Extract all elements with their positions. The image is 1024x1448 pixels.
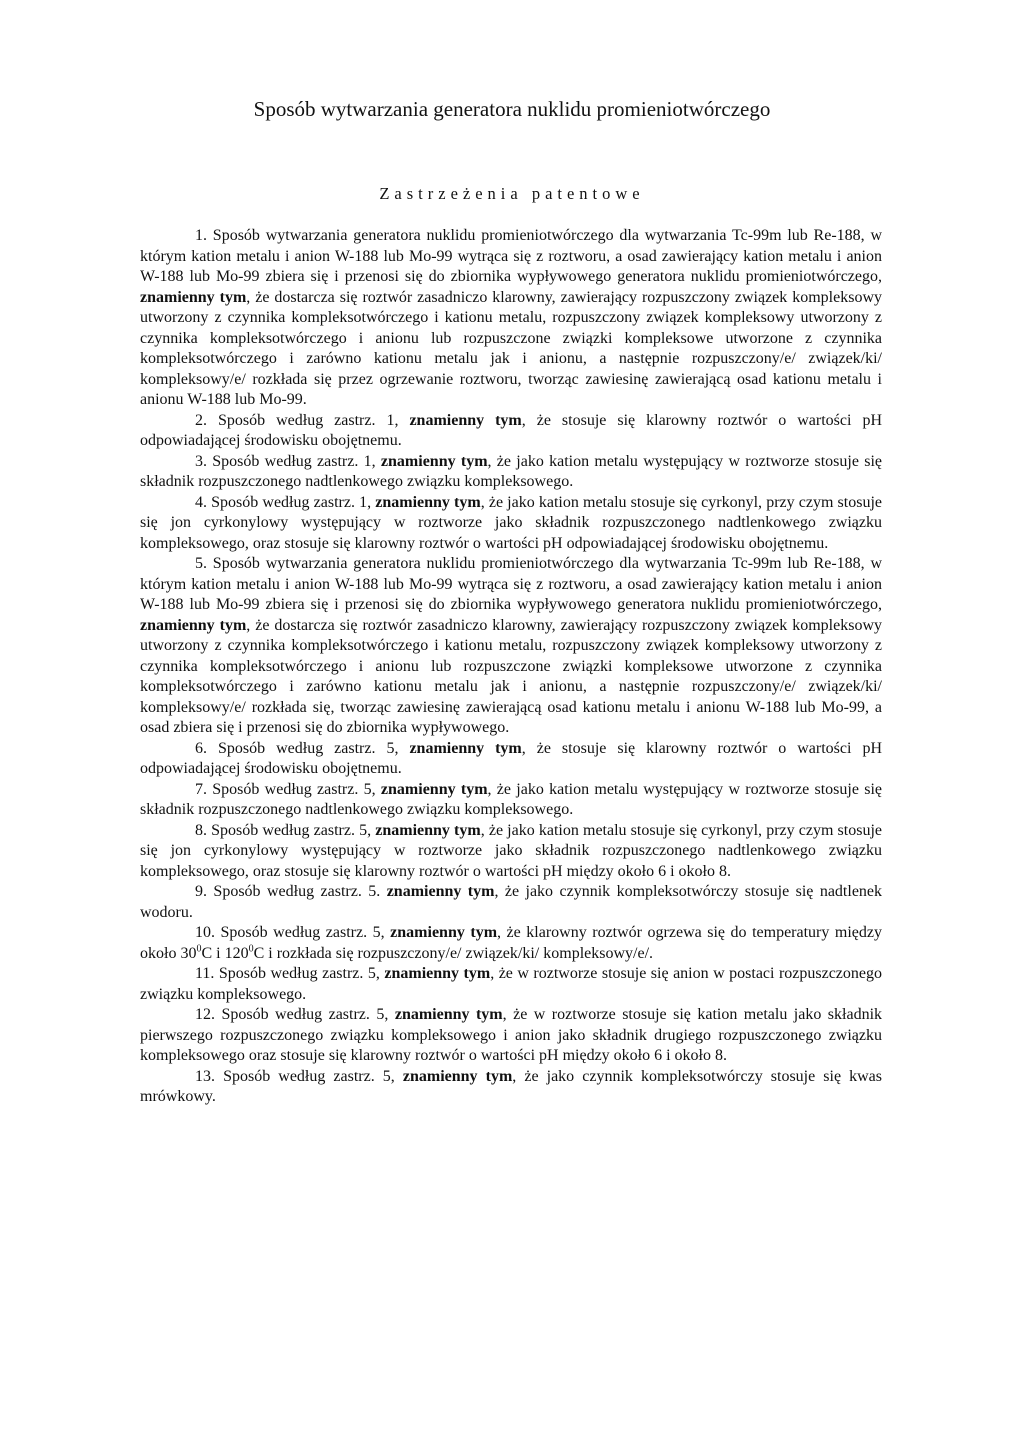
claim-3 bbox=[140, 452, 882, 493]
claim-keyword: znamienny tym bbox=[375, 821, 481, 839]
claim-keyword: znamienny tym bbox=[140, 616, 247, 634]
claim-1 bbox=[140, 226, 882, 411]
document-title: Sposób wytwarzania generatora nuklidu promieniotwórczego bbox=[253, 97, 771, 121]
claim-keyword: znamienny tym bbox=[380, 452, 488, 470]
claim-text: , że jako kation metalu występujący w roztworze stosuje się składnik rozpuszczonego nadtlenkowego związku kompleksowego. bbox=[140, 452, 883, 490]
claim-text: , że jako kation metalu występujący w roztworze stosuje się składnik rozpuszczonego nadtlenkowego związku kompleksowego. bbox=[140, 780, 883, 818]
claim-text: C i 120 bbox=[201, 944, 249, 962]
claim-text: 3. Sposób według zastrz. 1, bbox=[195, 452, 381, 470]
claim-11 bbox=[140, 964, 882, 1005]
claims-list bbox=[140, 226, 882, 1108]
claim-text: 12. Sposób według zastrz. 5, bbox=[195, 1006, 395, 1023]
claim-4 bbox=[140, 493, 882, 555]
claim-text: 8. Sposób według zastrz. 5, bbox=[195, 821, 376, 839]
claim-keyword: znamienny tym bbox=[409, 411, 522, 429]
claim-text: 2. Sposób według zastrz. 1, bbox=[195, 411, 410, 429]
claim-keyword: znamienny tym bbox=[409, 739, 522, 757]
claim-5 bbox=[140, 554, 882, 739]
claim-keyword: znamienny tym bbox=[394, 1006, 503, 1023]
claim-text: 1. Sposób wytwarzania generatora nuklidu promieniotwórczego dla wytwarzania Tc-99m lub Re-188, w którym kation metalu i anion W-188 lub Mo-99 wytrąca się z roztworu, a osad zawierający kation metalu i anion W-188 lub Mo-99 zbiera się i przenosi się do zbiornika wypływowego generatora nuklidu promieniotwórczego, bbox=[140, 227, 882, 285]
claim-text: , że stosuje się klarowny roztwór o wartości pH odpowiadającej środowisku obojętnemu. bbox=[140, 739, 882, 777]
claim-10 bbox=[140, 923, 882, 964]
claim-text: , że jako czynnik kompleksotwórczy stosuje się kwas mrówkowy. bbox=[140, 1067, 883, 1105]
claim-9 bbox=[140, 882, 882, 923]
claim-6 bbox=[140, 739, 882, 780]
claim-keyword: znamienny tym bbox=[140, 288, 247, 306]
claim-text: 4. Sposób według zastrz. 1, bbox=[195, 493, 376, 511]
claim-8 bbox=[140, 821, 882, 883]
claim-text: C i rozkłada się rozpuszczony/e/ związek/ki/ kompleksowy/e/. bbox=[253, 944, 654, 962]
claim-2 bbox=[140, 411, 882, 452]
claim-keyword: znamienny tym bbox=[390, 924, 498, 941]
claim-text: 10. Sposób według zastrz. 5, bbox=[195, 924, 391, 941]
claim-text: 7. Sposób według zastrz. 5, bbox=[195, 780, 381, 798]
claim-text: , że stosuje się klarowny roztwór o wartości pH odpowiadającej środowisku obojętnemu. bbox=[140, 411, 882, 449]
claim-text: , że w roztworze stosuje się anion w postaci rozpuszczonego związku kompleksowego. bbox=[140, 965, 883, 1003]
claim-text: , że dostarcza się roztwór zasadniczo klarowny, zawierający rozpuszczony związek kompleksowy utworzony z czynnika kompleksotwórczego i kationu metalu, rozpuszczony związek kompleksowy utworzony z czynnika kompleksotwórczego i anionu lub rozpuszczone związki kompleksowe utworzone z czynnika kompleksotwórczego i zarówno kationu metalu jak i anionu, a następnie rozpuszczony/e/ związek/ki/ kompleksowy/e/ rozkłada się, tworząc zawiesinę zawierającą osad kationu metalu i anionu W-188 lub Mo-99, a osad zbiera się i przenosi się do zbiornika wypływowego. bbox=[140, 616, 883, 736]
claim-text: , że klarowny roztwór ogrzewa się do temperatury między około 30 bbox=[140, 924, 882, 962]
claim-text: , że jako czynnik kompleksotwórczy stosuje się nadtlenek wodoru. bbox=[140, 883, 883, 921]
claim-keyword: znamienny tym bbox=[402, 1067, 513, 1085]
claim-keyword: znamienny tym bbox=[384, 965, 491, 982]
claim-text: , że jako kation metalu stosuje się cyrkonyl, przy czym stosuje się jon cyrkonylowy występujący w roztworze jako składnik rozpuszczonego nadtlenkowego związku kompleksowego, oraz stosuje się klarowny roztwór o wartości pH odpowiadającej środowisku obojętnemu. bbox=[140, 493, 882, 552]
claim-text: , że jako kation metalu stosuje się cyrkonyl, przy czym stosuje się jon cyrkonylowy występujący w roztworze jako składnik rozpuszczonego nadtlenkowego związku kompleksowego, oraz stosuje się klarowny roztwór o wartości pH między około 6 i około 8. bbox=[140, 821, 882, 880]
claim-keyword: znamienny tym bbox=[380, 780, 488, 798]
claim-13 bbox=[140, 1067, 882, 1108]
section-heading: Zastrzeżenia patentowe bbox=[379, 184, 645, 203]
claim-7 bbox=[140, 780, 882, 821]
claim-text: 5. Sposób wytwarzania generatora nuklidu promieniotwórczego dla wytwarzania Tc-99m lub Re-188, w którym kation metalu i anion W-188 lub Mo-99 wytrąca się z roztworu, a osad zawierający kation metalu i anion W-188 lub Mo-99 zbiera się i przenosi się do zbiornika wypływowego generatora nuklidu promieniotwórczego, bbox=[140, 555, 882, 613]
claim-text: 6. Sposób według zastrz. 5, bbox=[195, 739, 410, 757]
claim-keyword: znamienny tym bbox=[375, 493, 481, 511]
claim-text: 9. Sposób według zastrz. 5. bbox=[195, 883, 387, 900]
superscript-degree: 0 bbox=[196, 943, 202, 955]
claim-keyword: znamienny tym bbox=[386, 883, 495, 900]
claim-text: 13. Sposób według zastrz. 5, bbox=[195, 1067, 403, 1085]
claim-text: 11. Sposób według zastrz. 5, bbox=[195, 965, 385, 982]
claim-text: , że dostarcza się roztwór zasadniczo klarowny, zawierający rozpuszczony związek kompleksowy utworzony z czynnika kompleksotwórczego i kationu metalu, rozpuszczony związek kompleksowy utworzony z czynnika kompleksotwórczego i anionu lub rozpuszczone związki kompleksowe utworzone z czynnika kompleksotwórczego i zarówno kationu metalu jak i anionu, a następnie rozpuszczony/e/ związek/ki/ kompleksowy/e/ rozkłada się przez ogrzewanie roztworu, tworząc zawiesinę zawierającą osad kationu metalu i anionu W-188 lub Mo-99. bbox=[140, 288, 883, 408]
superscript-degree: 0 bbox=[248, 943, 254, 955]
claim-12 bbox=[140, 1005, 882, 1067]
claim-text: , że w roztworze stosuje się kation metalu jako składnik pierwszego rozpuszczonego związku kompleksowego i anion jako składnik drugiego rozpuszczonego związku kompleksowego oraz stosuje się klarowny roztwór o wartości pH między około 6 i około 8. bbox=[140, 1006, 883, 1064]
